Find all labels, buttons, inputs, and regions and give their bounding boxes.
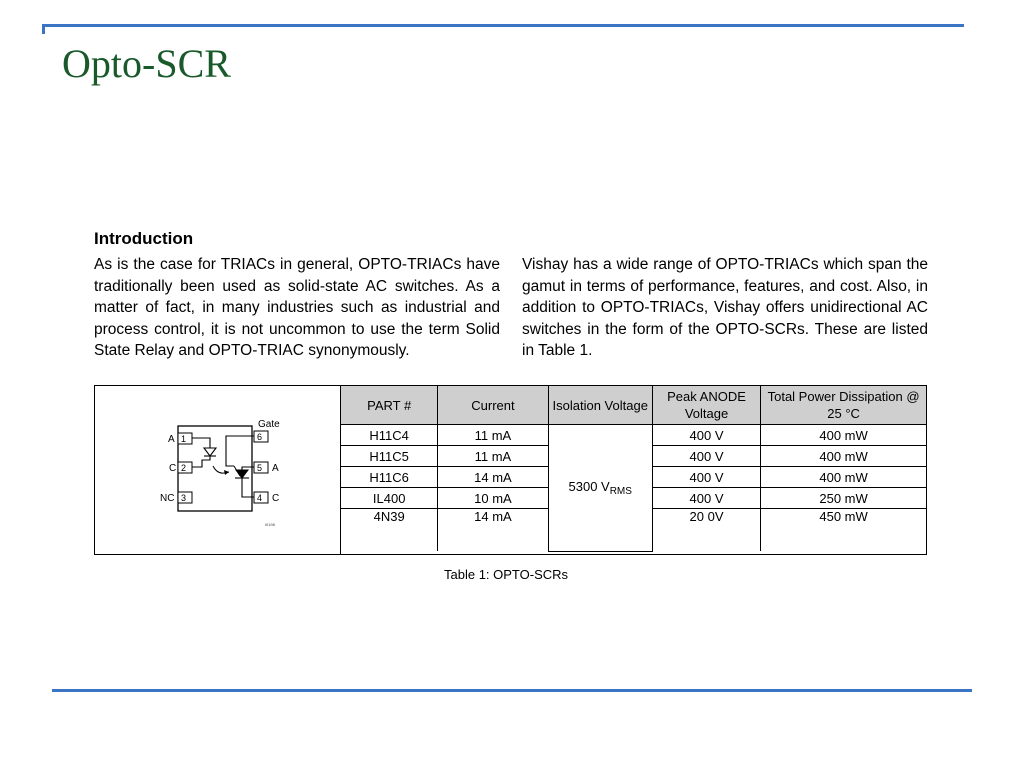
pin-3-number: 3 (181, 493, 187, 503)
cell-peak: 400 V (652, 488, 760, 509)
cell-part: H11C5 (341, 446, 438, 467)
table-header-row (341, 386, 927, 425)
pin-a-label: A (168, 434, 175, 445)
pin-4-number: 4 (257, 493, 263, 503)
cell-current: 10 mA (438, 488, 548, 509)
opto-scr-table-frame (94, 385, 927, 555)
pin-2-number: 2 (181, 463, 187, 473)
pin-c-right-label: C (272, 493, 280, 504)
pin-6-number: 6 (257, 432, 263, 442)
intro-right-paragraph: Vishay has a wide range of OPTO-TRIACs which span the gamut in terms of performance, features, and cost. Also, in addition to OPTO-TRIACs, Vishay offers unidirectional AC switches in the form of the OPTO-SCRs. These are listed in Table 1. (522, 256, 928, 359)
cell-part: H11C4 (341, 425, 438, 446)
isolation-value: 5300 V (568, 478, 610, 494)
isolation-subscript: RMS (609, 485, 632, 497)
top-rule (42, 24, 964, 27)
cell-current: 14 mA (438, 467, 548, 488)
cell-current: 11 mA (438, 425, 548, 446)
cell-part: 4N39 (341, 509, 438, 552)
intro-heading: Introduction (94, 229, 194, 248)
header-current: Current (438, 386, 548, 425)
bottom-rule (52, 689, 972, 692)
header-isolation: Isolation Voltage (548, 386, 652, 425)
pin-nc-label: NC (160, 493, 175, 504)
table-row (341, 425, 927, 446)
gate-label: Gate (258, 419, 280, 430)
figure-code: i0198 (265, 522, 275, 527)
cell-peak: 400 V (652, 467, 760, 488)
header-part: PART # (341, 386, 438, 425)
cell-current: 14 mA (438, 509, 548, 552)
opto-scr-table (340, 386, 926, 552)
pin-1-number: 1 (181, 434, 187, 444)
cell-part: H11C6 (341, 467, 438, 488)
table-caption: Table 1: OPTO-SCRs (444, 567, 569, 582)
cell-peak: 400 V (652, 446, 760, 467)
cell-part: IL400 (341, 488, 438, 509)
top-rule-tick (42, 24, 45, 34)
intro-left-paragraph: As is the case for TRIACs in general, OPTO-TRIACs have traditionally been used as solid-state AC switches. As a matter of fact, in many industries such as industrial and process control, it is not uncommon to use the term Solid State Relay and OPTO-TRIAC synonymously. (94, 256, 500, 359)
cell-current: 11 mA (438, 446, 548, 467)
pinout-diagram (95, 386, 340, 554)
pin-5-number: 5 (257, 463, 263, 473)
pin-a-right-label: A (272, 463, 279, 474)
cell-power: 450 mW (761, 509, 926, 552)
cell-isolation-merged (548, 425, 652, 552)
cell-peak: 400 V (652, 425, 760, 446)
header-peak-anode: Peak ANODE Voltage (652, 386, 760, 425)
slide-title: Opto-SCR (62, 41, 231, 86)
header-total-power: Total Power Dissipation @ 25 °C (761, 386, 926, 425)
pinout-diagram-cell (95, 386, 341, 554)
cell-power: 400 mW (761, 425, 926, 446)
cell-peak: 20 0V (652, 509, 760, 552)
pin-c-label: C (169, 463, 177, 474)
cell-power: 250 mW (761, 488, 926, 509)
cell-power: 400 mW (761, 467, 926, 488)
cell-power: 400 mW (761, 446, 926, 467)
